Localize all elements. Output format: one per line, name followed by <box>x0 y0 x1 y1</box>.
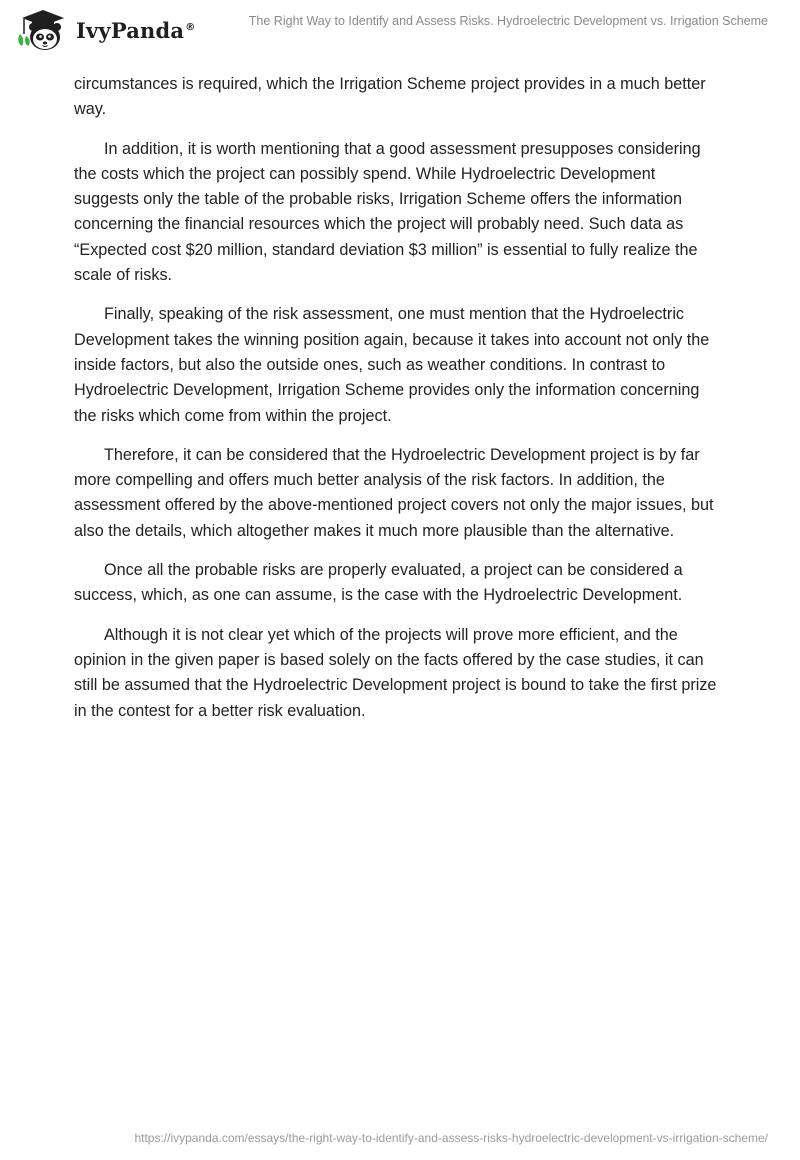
document-title: The Right Way to Identify and Assess Risks. Hydroelectric Development vs. Irrigation Scheme <box>248 14 768 28</box>
paragraph: Finally, speaking of the risk assessment, one must mention that the Hydroelectric Development takes the winning position again, because it takes into account not only the inside factors, but also the outside ones, such as weather conditions. In contrast to Hydroelectric Development, Irrigation Scheme provides only the information concerning the risks which come from within the project. <box>74 305 710 425</box>
brand-logo[interactable] <box>14 8 195 52</box>
registered-mark: ® <box>185 21 196 33</box>
paragraph: Once all the probable risks are properly evaluated, a project can be considered a success, which, as one can assume, is the case with the Hydroelectric Development. <box>74 561 683 605</box>
paragraph: circumstances is required, which the Irrigation Scheme project provides in a much better way. <box>74 75 706 119</box>
essay-body <box>74 72 724 738</box>
panda-logo-icon <box>14 8 72 52</box>
source-url-link[interactable]: https://ivypanda.com/essays/the-right-way-to-identify-and-assess-risks-hydroelectric-development-vs-irrigation-scheme/ <box>134 1131 768 1145</box>
paragraph: In addition, it is worth mentioning that a good assessment presupposes considering the costs which the project can possibly spend. While Hydroelectric Development suggests only the table of the probable risks, Irrigation Scheme offers the information concerning the financial resources which the project will probably need. Such data as “Expected cost $20 million, standard deviation $3 million” is essential to fully realize the scale of risks. <box>74 139 701 285</box>
page-header <box>0 0 800 64</box>
paragraph: Therefore, it can be considered that the Hydroelectric Development project is by far more compelling and offers much better analysis of the risk factors. In addition, the assessment offered by the above-mentioned project covers not only the major issues, but also the details, which altogether makes it much more plausible than the alternative. <box>74 445 714 540</box>
brand-name: IvyPanda® <box>76 17 196 43</box>
paragraph: Although it is not clear yet which of the projects will prove more efficient, and the opinion in the given paper is based solely on the facts offered by the case studies, it can still be assumed that the Hydroelectric Development project is bound to take the first prize in the contest for a better risk evaluation. <box>74 625 717 720</box>
